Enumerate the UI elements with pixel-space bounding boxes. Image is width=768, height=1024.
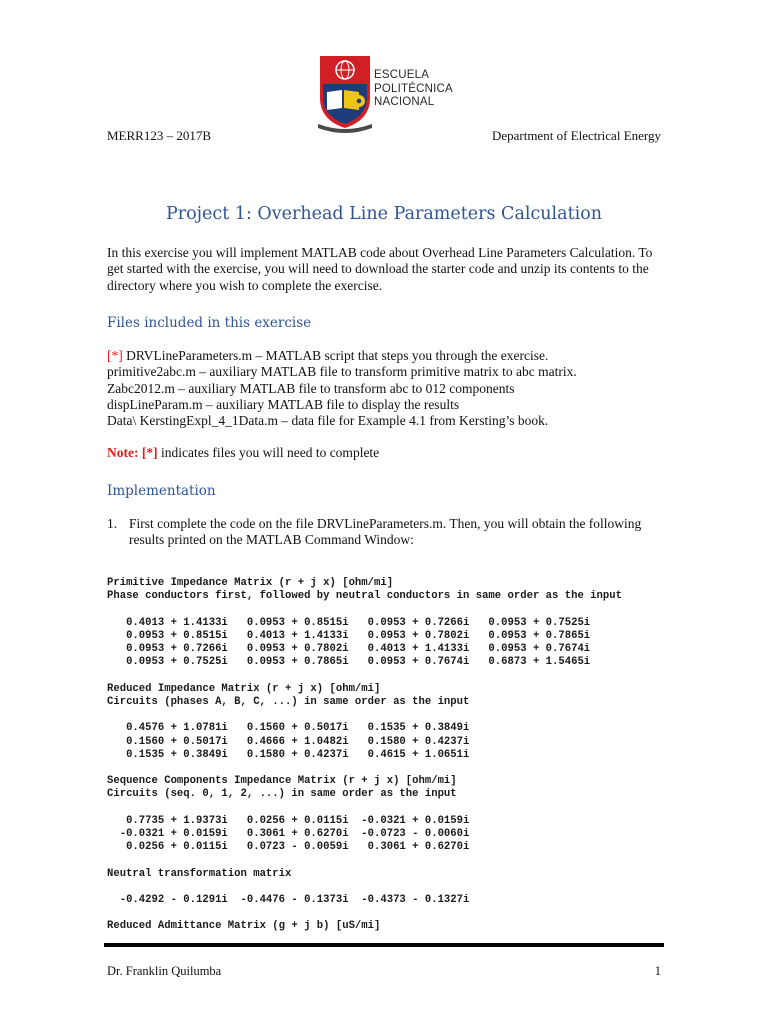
page-title: Project 1: Overhead Line Parameters Calculation bbox=[165, 204, 603, 224]
matrix-row: 0.0953 + 0.8515i 0.4013 + 1.4133i 0.0953 + 0.7802i 0.0953 + 0.7865i bbox=[107, 630, 591, 642]
logo-line: NACIONAL bbox=[374, 96, 435, 108]
step-number: 1. bbox=[107, 516, 118, 531]
files-heading: Files included in this exercise bbox=[107, 315, 312, 331]
matrix-row: 0.0953 + 0.7525i 0.0953 + 0.7865i 0.0953 + 0.7674i 0.6873 + 1.5465i bbox=[107, 656, 591, 669]
note-line bbox=[107, 445, 379, 461]
footer-author: Dr. Franklin Quilumba bbox=[107, 964, 222, 978]
output-heading: Neutral transformation matrix bbox=[107, 867, 292, 880]
matrix-row: 0.4576 + 1.0781i 0.1560 + 0.5017i 0.1535 + 0.3849i bbox=[107, 722, 470, 735]
implementation-heading: Implementation bbox=[107, 483, 216, 499]
output-heading: Reduced Impedance Matrix (r + j x) [ohm/mi] bbox=[107, 682, 381, 695]
file-item bbox=[107, 364, 577, 380]
note-text: indicates files you will need to complete bbox=[157, 445, 380, 460]
matrix-row: 0.4013 + 1.4133i 0.0953 + 0.8515i 0.0953 + 0.7266i 0.0953 + 0.7525i bbox=[107, 616, 591, 629]
footer-divider bbox=[104, 943, 664, 947]
logo-line: POLITÉCNICA bbox=[374, 82, 453, 95]
logo-wordmark bbox=[374, 69, 453, 110]
file-item bbox=[107, 381, 577, 397]
matrix-row: 0.0256 + 0.0115i 0.0723 - 0.0059i 0.3061 + 0.6270i bbox=[107, 841, 470, 854]
output-heading: Primitive Impedance Matrix (r + j x) [ohm/mi] bbox=[107, 577, 394, 590]
intro-line: directory where you wish to complete the exercise. bbox=[107, 277, 383, 293]
output-heading: Reduced Admittance Matrix (g + j b) [uS/mi] bbox=[107, 920, 381, 933]
logo-line: ESCUELA bbox=[374, 69, 430, 81]
output-heading: Circuits (phases A, B, C, ...) in same order as the input bbox=[107, 696, 470, 708]
output-heading: Phase conductors first, followed by neutral conductors in same order as the input bbox=[107, 590, 622, 603]
file-item bbox=[107, 413, 577, 429]
output-heading: Circuits (seq. 0, 1, 2, ...) in same order as the input bbox=[107, 788, 457, 801]
page-number: 1 bbox=[654, 964, 661, 978]
step-line: results printed on the MATLAB Command Window: bbox=[129, 532, 414, 548]
step-line: First complete the code on the file DRVLineParameters.m. Then, you will obtain the following bbox=[129, 516, 642, 531]
files-list bbox=[107, 348, 577, 429]
matrix-row: 0.1535 + 0.3849i 0.1580 + 0.4237i 0.4615 + 1.0651i bbox=[107, 748, 470, 761]
intro-line: get started with the exercise, you will need to download the starter code and unzip its contents to the bbox=[107, 261, 649, 277]
required-marker: [*] bbox=[107, 348, 123, 363]
matrix-row: 0.1560 + 0.5017i 0.4666 + 1.0482i 0.1580 + 0.4237i bbox=[107, 735, 470, 748]
file-description: primitive2abc.m – auxiliary MATLAB file to transform primitive matrix to abc matrix. bbox=[107, 364, 577, 380]
matrix-row: 0.7735 + 1.9373i 0.0256 + 0.0115i -0.0321 + 0.0159i bbox=[107, 814, 470, 827]
matrix-row: -0.0321 + 0.0159i 0.3061 + 0.6270i -0.0723 - 0.0060i bbox=[107, 827, 470, 840]
file-item bbox=[107, 397, 577, 413]
note-label: Note: [*] bbox=[107, 445, 158, 460]
file-description: Data\ KerstingExpl_4_1Data.m – data file for Example 4.1 from Kersting’s book. bbox=[107, 413, 549, 429]
output-heading: Sequence Components Impedance Matrix (r + j x) [ohm/mi] bbox=[107, 775, 457, 788]
file-description: dispLineParam.m – auxiliary MATLAB file to display the results bbox=[107, 396, 460, 412]
department-name: Department of Electrical Energy bbox=[491, 128, 661, 143]
intro-paragraph bbox=[107, 245, 663, 294]
step-text bbox=[129, 516, 663, 549]
file-description: Zabc2012.m – auxiliary MATLAB file to transform abc to 012 components bbox=[107, 380, 515, 396]
matrix-row: -0.4292 - 0.1291i -0.4476 - 0.1373i -0.4373 - 0.1327i bbox=[107, 893, 470, 906]
file-description: DRVLineParameters.m – MATLAB script that steps you through the exercise. bbox=[122, 348, 549, 363]
matlab-output bbox=[107, 564, 622, 960]
intro-line: In this exercise you will implement MATLAB code about Overhead Line Parameters Calculation. To bbox=[107, 245, 653, 260]
course-code: MERR123 – 2017B bbox=[107, 128, 212, 143]
matrix-row: 0.0953 + 0.7266i 0.0953 + 0.7802i 0.4013 + 1.4133i 0.0953 + 0.7674i bbox=[107, 643, 591, 656]
file-item bbox=[107, 348, 577, 364]
